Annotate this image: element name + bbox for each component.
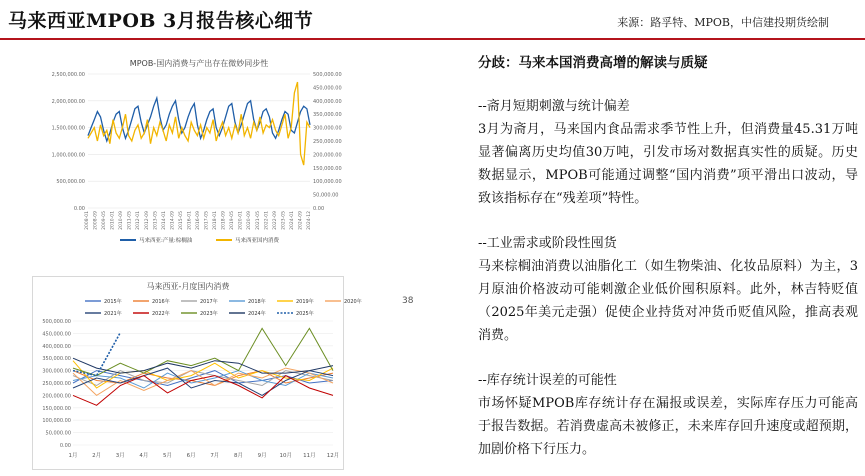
legend-label: 2016年 [152,299,170,305]
chart-title: MPOB-国内消费与产出存在微妙同步性 [129,59,269,68]
section-body: 3月为斋月，马来国内食品需求季节性上升，但消费量45.31万吨显著偏离历史均值30万吨，引发市场对数据真实性的质疑。历史数据显示，MPOB可能通过调整“国内消费”项平滑出口波动，导致该指标存在“残差项”特性。 [478,122,858,206]
y-tick-label: 500,000.00 [42,319,71,325]
x-tick-label: 2010-09 [119,211,125,230]
x-tick-label: 2009-05 [102,211,108,230]
x-tick-label: 2018-01 [213,211,219,230]
y-tick-label: 400,000.00 [42,343,71,350]
section-body: 市场怀疑MPOB库存统计存在漏报或误差，实际库存压力可能高于报告数据。若消费虚高未被修正，未来库存回升速度或超预期，加剧价格下行压力。 [478,396,858,457]
right-tick-label: 250,000.00 [313,139,342,145]
legend-label: 马来西亚国内消费 [235,238,280,244]
chart2-svg [33,277,362,469]
legend-label: 马来西亚:产量:棕榈油 [139,238,193,244]
y-tick-label: 150,000.00 [42,405,71,412]
left-tick-label: 2,500,000.00 [51,72,85,78]
y-tick-label: 300,000.00 [42,368,71,375]
legend-label: 2024年 [248,311,266,317]
production-vs-consumption-chart [40,52,358,252]
x-tick-label: 2022-09 [272,211,278,230]
x-tick-label: 2016-01 [187,211,193,230]
x-tick-label: 2018-09 [221,211,227,230]
left-tick-label: 500,000.00 [56,179,85,186]
y-tick-label: 250,000.00 [42,381,71,387]
x-tick-label: 2013-05 [153,211,159,230]
x-tick-label: 5月 [163,453,173,459]
x-tick-label: 2019-05 [230,211,236,230]
report-header [0,0,865,40]
y-tick-label: 350,000.00 [42,356,71,363]
x-tick-label: 2014-01 [161,211,167,230]
x-tick-label: 2016-09 [196,211,201,230]
right-tick-label: 100,000.00 [313,179,342,186]
right-tick-label: 300,000.00 [313,125,342,132]
header-divider [0,38,865,40]
x-tick-label: 2024-09 [298,211,304,230]
right-tick-label: 400,000.00 [313,98,342,105]
x-tick-label: 2021-05 [255,211,261,230]
right-tick-label: 200,000.00 [313,152,342,159]
right-tick-label: 0.00 [313,206,325,212]
x-tick-label: 1月 [68,453,78,459]
x-tick-label: 7月 [210,453,220,459]
x-tick-label: 2011-05 [127,211,133,230]
y-tick-label: 450,000.00 [42,331,71,338]
monthly-consumption-chart [32,276,362,470]
legend-label: 2018年 [248,299,266,305]
x-tick-label: 2012-01 [136,211,142,230]
x-tick-label: 2024-12 [307,211,312,230]
x-tick-label: 2008-09 [93,211,99,230]
right-tick-label: 350,000.00 [313,112,342,119]
x-tick-label: 2月 [92,453,102,459]
series-line [73,328,333,375]
x-tick-label: 2015-05 [178,211,184,230]
right-tick-label: 500,000.00 [313,72,342,78]
x-tick-label: 11月 [303,453,316,459]
left-tick-label: 1,000,000.00 [51,152,85,159]
x-tick-label: 9月 [257,453,267,459]
chart1-svg [40,52,358,252]
x-tick-label: 6月 [186,453,196,459]
right-tick-label: 450,000.00 [313,85,342,92]
x-tick-label: 2010-01 [110,211,116,230]
x-tick-label: 10月 [279,453,292,459]
y-tick-label: 0.00 [59,443,71,449]
legend-label: 2020年 [344,299,362,305]
right-tick-label: 50,000.00 [313,192,339,199]
x-tick-label: 4月 [139,453,149,459]
legend-label: 2021年 [104,311,122,317]
right-tick-label: 150,000.00 [313,165,342,172]
legend-label: 2023年 [200,311,218,317]
x-tick-label: 3月 [115,453,125,459]
x-tick-label: 2017-05 [204,211,210,230]
legend-label: 2022年 [152,311,170,317]
x-tick-label: 2014-09 [170,211,176,230]
legend-label: 2019年 [296,299,314,305]
x-tick-label: 12月 [326,453,340,459]
left-tick-label: 2,000,000.00 [51,98,85,105]
chart-title: 马来西亚-月度国内消费 [146,282,230,291]
y-tick-label: 200,000.00 [42,393,71,400]
legend-label: 2025年 [296,311,314,317]
x-tick-label: 2020-09 [247,211,253,230]
y-tick-label: 100,000.00 [42,418,71,425]
section-title: --库存统计误差的可能性 [478,373,617,388]
left-tick-label: 0.00 [73,206,85,212]
y-tick-label: 50,000.00 [45,430,71,437]
x-tick-label: 2024-01 [289,211,295,230]
x-tick-label: 2008-01 [85,211,90,230]
series-line-left [88,98,310,141]
x-tick-label: 2023-05 [281,211,287,230]
source-note: 来源：路孚特、MPOB，中信建投期货绘制 [617,16,829,29]
x-tick-label: 2012-09 [144,211,150,230]
analysis-panel [478,52,858,461]
section-title: --工业需求或阶段性囤货 [478,236,617,251]
section-title: --斋月短期刺激与统计偏差 [478,99,630,114]
section-body: 马来棕榈油消费以油脂化工（如生物柴油、化妆品原料）为主，3月原油价格波动可能刺激企业低价囤积原料。此外，林吉特贬值（2025年美元走强）促使企业持货对冲货币贬值风险，推高表观消费。 [478,259,858,343]
left-tick-label: 1,500,000.00 [51,125,85,132]
x-tick-label: 2020-01 [238,211,244,230]
legend-label: 2015年 [104,299,122,305]
page-title: 马来西亚MPOB 3月报告核心细节 [8,10,314,32]
x-tick-label: 2022-01 [264,211,270,230]
page-number: 38 [402,296,414,306]
x-tick-label: 8月 [233,453,243,459]
analysis-heading: 分歧：马来本国消费高增的解读与质疑 [478,55,708,71]
legend-label: 2017年 [200,299,218,305]
